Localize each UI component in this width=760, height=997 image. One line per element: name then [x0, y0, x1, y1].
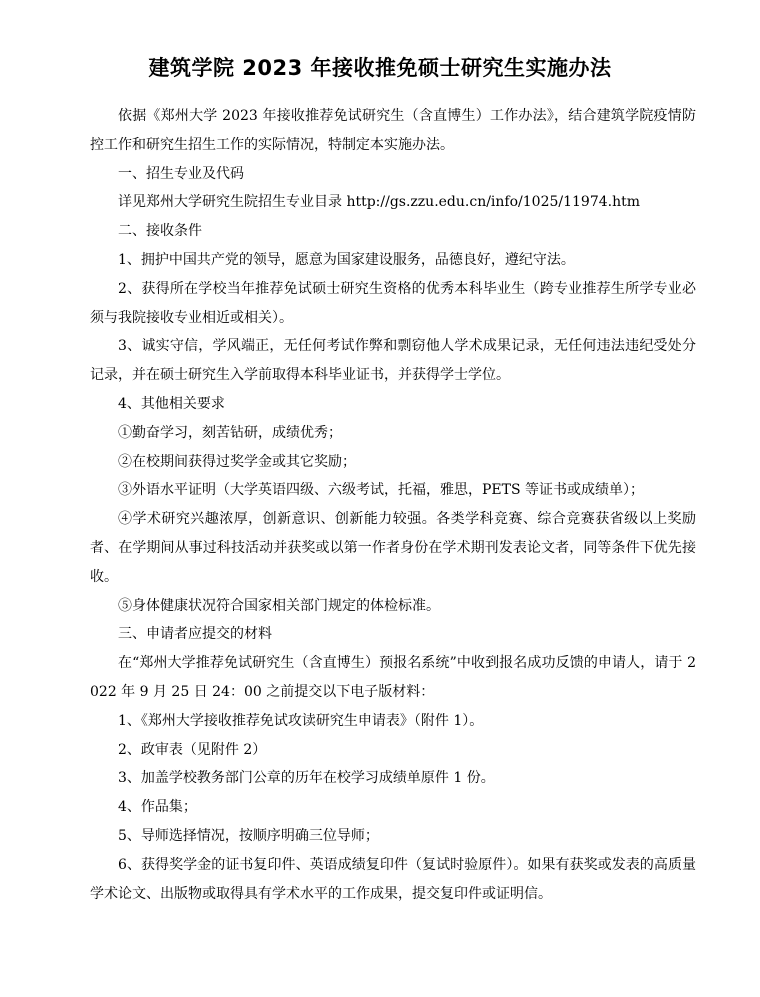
paragraph-condition-1: 1、拥护中国共产党的领导，愿意为国家建设服务，品德良好，遵纪守法。 [118, 251, 575, 268]
paragraph-materials-intro: 在“郑州大学推荐免试研究生（含直博生）预报名系统”中收到报名成功反馈的申请人，请于 2022 年 9 月 25 日 24：00 之前提交以下电子版材料： [90, 655, 696, 700]
list-item-requirement-4: ④学术研究兴趣浓厚，创新意识、创新能力较强。各类学科竞赛、综合竞赛获省级以上奖励者、在学期间从事过科技活动并获奖或以第一作者身份在学术期刊发表论文者，同等条件下优先接收。 [90, 511, 696, 585]
list-item-material-4: 4、作品集； [118, 799, 197, 816]
paragraph-condition-3: 3、诚实守信，学风端正，无任何考试作弊和剽窃他人学术成果记录，无任何违法违纪受处分记录，并在硕士研究生入学前取得本科毕业证书，并获得学士学位。 [90, 338, 696, 384]
list-item-material-3: 3、加盖学校教务部门公章的历年在校学习成绩单原件 1 份。 [118, 770, 495, 787]
list-item-material-6: 6、获得奖学金的证书复印件、英语成绩复印件（复试时验原件）。如果有获奖或发表的高质量学术论文、出版物或取得具有学术水平的工作成果，提交复印件或证明信。 [90, 856, 696, 902]
paragraph-catalog-link: 详见郑州大学研究生院招生专业目录 http://gs.zzu.edu.cn/info/1025/11974.htm [118, 194, 641, 211]
document-title: 建筑学院 2023 年接收推免硕士研究生实施办法 [148, 56, 612, 80]
paragraph-intro: 依据《郑州大学 2023 年接收推荐免试研究生（含直博生）工作办法》，结合建筑学院疫情防控工作和研究生招生工作的实际情况，特制定本实施办法。 [90, 108, 696, 153]
paragraph-condition-4: 4、其他相关要求 [118, 395, 225, 412]
heading-section-2: 二、接收条件 [118, 223, 202, 240]
list-item-material-2: 2、政审表（见附件 2） [118, 741, 267, 758]
list-item-requirement-5: ⑤身体健康状况符合国家相关部门规定的体检标准。 [118, 597, 440, 614]
heading-section-1: 一、招生专业及代码 [118, 165, 244, 182]
list-item-material-1: 1、《郑州大学接收推荐免试攻读研究生申请表》（附件 1）。 [118, 712, 484, 729]
document-body [90, 102, 696, 908]
list-item-requirement-1: ①勤奋学习，刻苦钻研，成绩优秀； [118, 424, 342, 441]
heading-section-3: 三、申请者应提交的材料 [118, 626, 272, 643]
paragraph-condition-2: 2、获得所在学校当年推荐免试硕士研究生资格的优秀本科毕业生（跨专业推荐生所学专业必须与我院接收专业相近或相关）。 [90, 280, 696, 326]
list-item-requirement-3: ③外语水平证明（大学英语四级、六级考试，托福，雅思，PETS 等证书或成绩单）； [118, 482, 645, 499]
list-item-material-5: 5、导师选择情况，按顺序明确三位导师； [118, 827, 379, 844]
list-item-requirement-2: ②在校期间获得过奖学金或其它奖励； [118, 453, 356, 470]
